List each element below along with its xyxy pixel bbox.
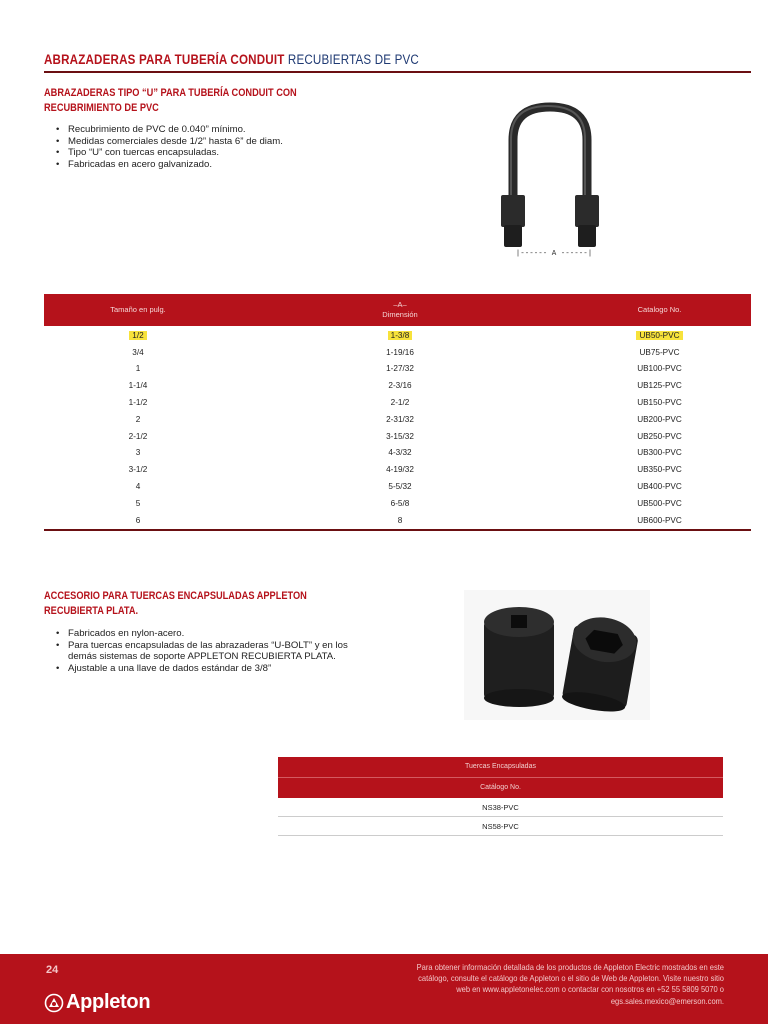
encapsulated-nuts-image	[464, 590, 650, 720]
list-item: • Recubrimiento de PVC de 0.040” mínimo.	[54, 124, 354, 136]
table-row	[44, 394, 751, 411]
table-cell: UB200-PVC	[637, 414, 682, 424]
column-header-line: Dimensión	[382, 310, 418, 319]
table-cell: UB300-PVC	[637, 448, 682, 458]
table-cell: 8	[397, 515, 403, 525]
table-row	[44, 461, 751, 478]
u-bolt-image	[490, 95, 620, 270]
section-title-nut-accessory	[44, 589, 307, 619]
table-cell: 1-3/8	[388, 331, 413, 340]
table-row	[44, 327, 751, 344]
list-item: • Tipo “U” con tuercas encapsuladas.	[54, 147, 354, 159]
table-cell: UB100-PVC	[637, 364, 682, 374]
section-title-u-clamps	[44, 86, 297, 116]
table-cell: 1-1/2	[128, 398, 148, 408]
table-cell: 1-19/16	[386, 347, 414, 357]
table-cell: UB600-PVC	[637, 515, 682, 525]
column-header-catalog: Catálogo No.	[480, 784, 521, 791]
table-row: NS38-PVC	[278, 798, 723, 817]
table-cell: 5-5/32	[388, 482, 412, 492]
table-header	[44, 294, 751, 326]
section-title-line: RECUBRIMIENTO DE PVC	[44, 102, 159, 114]
table-cell: 2-3/16	[388, 381, 412, 391]
appleton-logo-text: Appleton	[66, 991, 151, 1013]
table-row	[44, 478, 751, 495]
table-cell: 6	[135, 515, 141, 525]
dimension-a-label: |------ A ------|	[515, 250, 593, 258]
column-header-dimension	[232, 300, 568, 320]
table-cell: 3	[135, 448, 141, 458]
encapsulated-nuts-table	[278, 757, 723, 836]
table-cell: 2-1/2	[128, 431, 148, 441]
table-cell: 2-1/2	[390, 398, 410, 408]
u-clamp-table	[44, 294, 751, 531]
table-row	[44, 344, 751, 361]
appleton-logo-icon	[44, 993, 64, 1013]
table-cell: UB75-PVC	[639, 347, 680, 357]
table-cell: 4-3/32	[388, 448, 412, 458]
appleton-logo	[44, 991, 150, 1014]
table-row	[44, 512, 751, 529]
table-row	[44, 361, 751, 378]
column-header-size: Tamaño en pulg.	[110, 305, 166, 314]
table-cell: 4	[135, 482, 141, 492]
table-cell: 3-15/32	[386, 431, 414, 441]
nut-accessory-features	[54, 628, 354, 674]
table-cell: UB400-PVC	[637, 482, 682, 492]
list-item: • Fabricados en nylon-acero.	[54, 628, 354, 640]
table-cell: 1-1/4	[128, 381, 148, 391]
column-header-title: Tuercas Encapsuladas	[465, 763, 536, 770]
header-divider	[44, 71, 751, 73]
table-cell: UB150-PVC	[637, 398, 682, 408]
section-title-line: RECUBIERTA PLATA.	[44, 605, 139, 617]
table-cell: 1-27/32	[386, 364, 414, 374]
table-cell: UB250-PVC	[637, 431, 682, 441]
column-header-catalog: Catalogo No.	[637, 305, 682, 314]
table-header	[278, 757, 723, 798]
table-row	[44, 428, 751, 445]
table-cell: 4-19/32	[386, 465, 414, 475]
table-cell: 2-31/32	[386, 414, 414, 424]
section-title-line: ACCESORIO PARA TUERCAS ENCAPSULADAS APPLETON	[44, 590, 307, 602]
page-title-main: ABRAZADERAS PARA TUBERÍA CONDUIT	[44, 52, 285, 67]
list-item: • Medidas comerciales desde 1/2” hasta 6” de diam.	[54, 136, 354, 148]
table-row	[44, 411, 751, 428]
table-cell: 3/4	[132, 347, 144, 357]
table-row	[44, 377, 751, 394]
table-cell: 1/2	[129, 331, 146, 340]
table-row	[44, 495, 751, 512]
table-cell: UB50-PVC	[636, 331, 682, 340]
list-item: • Ajustable a una llave de dados estándar de 3/8”	[54, 663, 354, 675]
table-cell: 1	[135, 364, 141, 374]
page-number: 24	[46, 964, 59, 976]
table-cell: 6-5/8	[390, 498, 410, 508]
column-header-line: –A–	[393, 300, 407, 309]
page-title	[44, 52, 419, 67]
u-clamp-features	[54, 124, 354, 170]
list-item: • Para tuercas encapsuladas de las abrazaderas “U-BOLT” y en los demás sistemas de soporte APPLETON RECUBIERTA PLATA.	[54, 640, 354, 663]
table-cell: 3-1/2	[128, 465, 148, 475]
page-title-sub: RECUBIERTAS DE PVC	[287, 52, 419, 67]
table-cell: 2	[135, 414, 141, 424]
table-row	[44, 445, 751, 462]
page-footer	[0, 954, 768, 1024]
list-item: • Fabricadas en acero galvanizado.	[54, 159, 354, 171]
footer-note: Para obtener información detallada de los productos de Appleton Electric mostrados en este catálogo, consulte el catálogo de Appleton o el sitio de Web de Appleton. Visite nuestro sitio web en www.appletonelec.com o contactar con nosotros en +52 55 5809 5070 o egs.sales.mexico@emerson.com.	[416, 963, 724, 1006]
table-cell: UB125-PVC	[637, 381, 682, 391]
table-cell: 5	[135, 498, 141, 508]
section-title-line: ABRAZADERAS TIPO “U” PARA TUBERÍA CONDUIT CON	[44, 87, 297, 99]
table-cell: UB500-PVC	[637, 498, 682, 508]
table-bottom-rule	[44, 529, 751, 531]
table-row: NS58-PVC	[278, 817, 723, 836]
table-cell: UB350-PVC	[637, 465, 682, 475]
